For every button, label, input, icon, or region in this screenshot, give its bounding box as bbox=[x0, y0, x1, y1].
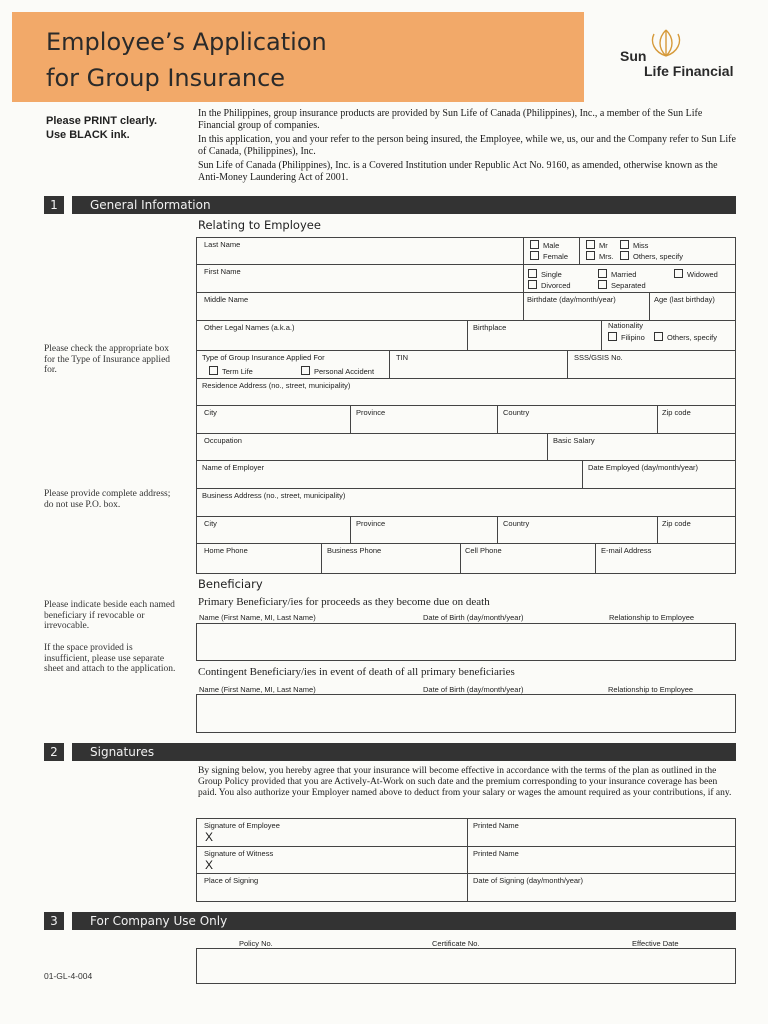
row-business-address bbox=[197, 489, 735, 517]
middle-name-field[interactable] bbox=[197, 293, 523, 320]
intro-paragraph-3: Sun Life of Canada (Philippines), Inc. is a Covered Institution under Republic Act No. 9160, as amended, otherwise known as the Anti-Money Laundering Act of 2001. bbox=[198, 160, 718, 183]
row-insurance-type bbox=[197, 351, 735, 379]
last-name-label: Last Name bbox=[204, 240, 241, 249]
row-place-date bbox=[197, 874, 735, 901]
business-zip-field[interactable] bbox=[657, 517, 737, 543]
intro-text bbox=[198, 108, 738, 186]
employee-subheading: Relating to Employee bbox=[198, 218, 321, 232]
certificate-no-label: Certificate No. bbox=[432, 939, 480, 948]
witness-printed-name-label: Printed Name bbox=[473, 849, 519, 858]
row-phones bbox=[197, 544, 735, 573]
section-1-number: 1 bbox=[44, 196, 64, 214]
address-note: Please provide complete address; do not use P.O. box. bbox=[44, 489, 171, 510]
date-employed-label: Date Employed (day/month/year) bbox=[588, 463, 699, 472]
primary-col-name: Name (First Name, MI, Last Name) bbox=[199, 613, 316, 622]
employee-printed-name-field[interactable] bbox=[467, 819, 737, 846]
date-of-signing-label: Date of Signing (day/month/year) bbox=[473, 876, 584, 885]
first-name-label: First Name bbox=[204, 267, 241, 276]
gender-cell bbox=[523, 238, 579, 264]
residence-zip-field[interactable] bbox=[657, 406, 737, 433]
mrs-checkbox[interactable]: Mrs. bbox=[586, 251, 614, 261]
residence-city-field[interactable] bbox=[197, 406, 350, 433]
employer-name-label: Name of Employer bbox=[202, 463, 265, 472]
business-country-field[interactable] bbox=[497, 517, 657, 543]
miss-checkbox[interactable]: Miss bbox=[620, 240, 648, 250]
title-line-1: Employee’s Application bbox=[46, 28, 327, 56]
row-first-name bbox=[197, 265, 735, 293]
contingent-beneficiary-heading: Contingent Beneficiary/ies in event of death of all primary beneficiaries bbox=[198, 666, 515, 678]
widowed-checkbox[interactable]: Widowed bbox=[674, 269, 718, 279]
term-life-checkbox[interactable]: Term Life bbox=[209, 366, 253, 376]
cell-phone-field[interactable] bbox=[460, 544, 595, 573]
residence-province-field[interactable] bbox=[350, 406, 497, 433]
married-checkbox[interactable]: Married bbox=[598, 269, 636, 279]
tin-field[interactable] bbox=[389, 351, 567, 378]
sss-label: SSS/GSIS No. bbox=[574, 353, 623, 362]
business-address-field[interactable] bbox=[197, 489, 737, 516]
occupation-label: Occupation bbox=[204, 436, 242, 445]
single-checkbox[interactable]: Single bbox=[528, 269, 562, 279]
employee-x-mark: X bbox=[205, 830, 214, 844]
place-of-signing-label: Place of Signing bbox=[204, 876, 259, 885]
male-checkbox[interactable]: Male bbox=[530, 240, 559, 250]
witness-x-mark: X bbox=[205, 858, 214, 872]
form-code: 01-GL-4-004 bbox=[44, 971, 93, 981]
row-employee-signature bbox=[197, 819, 735, 847]
contingent-beneficiary-box[interactable] bbox=[196, 694, 736, 733]
age-label: Age (last birthday) bbox=[654, 295, 715, 304]
place-of-signing-field[interactable] bbox=[197, 874, 467, 901]
business-country-label: Country bbox=[503, 519, 530, 528]
last-name-field[interactable] bbox=[197, 238, 523, 264]
title-banner bbox=[12, 12, 584, 102]
sun-emblem-icon bbox=[646, 26, 686, 60]
employee-signature-field[interactable] bbox=[197, 819, 467, 846]
city-label: City bbox=[204, 408, 217, 417]
residence-country-field[interactable] bbox=[497, 406, 657, 433]
row-occupation bbox=[197, 434, 735, 461]
home-phone-field[interactable] bbox=[197, 544, 321, 573]
other-names-label: Other Legal Names (a.k.a.) bbox=[204, 323, 295, 332]
primary-beneficiary-heading: Primary Beneficiary/ies for proceeds as they become due on death bbox=[198, 596, 490, 608]
basic-salary-label: Basic Salary bbox=[553, 436, 595, 445]
tin-label: TIN bbox=[396, 353, 409, 362]
email-label: E-mail Address bbox=[601, 546, 652, 555]
first-name-field[interactable] bbox=[197, 265, 523, 292]
business-city-field[interactable] bbox=[197, 517, 350, 543]
row-other-names bbox=[197, 321, 735, 351]
province-label: Province bbox=[356, 408, 386, 417]
signature-grid bbox=[196, 818, 736, 902]
employee-signature-label: Signature of Employee bbox=[204, 821, 280, 830]
employee-printed-name-label: Printed Name bbox=[473, 821, 519, 830]
page-title bbox=[46, 24, 327, 96]
date-of-signing-field[interactable] bbox=[467, 874, 737, 901]
country-label: Country bbox=[503, 408, 530, 417]
business-phone-field[interactable] bbox=[321, 544, 460, 573]
section-2-title: Signatures bbox=[72, 743, 736, 761]
insurance-type-note: Please check the appropriate box for the Type of Insurance applied for. bbox=[44, 344, 171, 375]
witness-signature-field[interactable] bbox=[197, 847, 467, 873]
insurance-type-cell bbox=[197, 351, 389, 378]
row-residence bbox=[197, 379, 735, 406]
sun-life-logo bbox=[618, 32, 748, 82]
birthdate-field[interactable] bbox=[523, 293, 649, 320]
email-field[interactable] bbox=[595, 544, 737, 573]
effective-date-label: Effective Date bbox=[632, 939, 679, 948]
personal-accident-checkbox[interactable]: Personal Accident bbox=[301, 366, 374, 376]
nationality-others-checkbox[interactable]: Others, specify bbox=[654, 332, 717, 342]
signature-agreement-text: By signing below, you hereby agree that your insurance will become effective in accordance with the terms of the plan as outlined in the Group Policy provided that you are Actively-At-Work on such date and the premium corresponding to your insurance coverage has been paid. You also authorize your Employer named above to deduct from your salary or wages the amount required as your contributions, if any. bbox=[198, 766, 732, 798]
other-names-field[interactable] bbox=[197, 321, 467, 350]
print-note-line-1: Please PRINT clearly. bbox=[46, 115, 158, 127]
row-business-city bbox=[197, 517, 735, 544]
intro-paragraph-1: In the Philippines, group insurance products are provided by Sun Life of Canada (Philippines), Inc., a member of the Sun Life Financial group of companies. bbox=[198, 108, 703, 131]
primary-beneficiary-box[interactable] bbox=[196, 623, 736, 661]
row-witness-signature bbox=[197, 847, 735, 874]
residence-address-field[interactable] bbox=[197, 379, 737, 405]
business-province-label: Province bbox=[356, 519, 386, 528]
civil-status-cell bbox=[523, 265, 737, 292]
intro-paragraph-2: In this application, you and your refer to the person being insured, the Employee, while we, us, our and the Company refer to Sun Life of Canada, (Philippines), Inc. bbox=[198, 134, 736, 157]
company-use-box[interactable] bbox=[196, 948, 736, 984]
age-field[interactable] bbox=[649, 293, 737, 320]
birthplace-field[interactable] bbox=[467, 321, 601, 350]
filipino-checkbox[interactable]: Filipino bbox=[608, 332, 645, 342]
title-others-checkbox[interactable]: Others, specify bbox=[620, 251, 683, 261]
contingent-col-relationship: Relationship to Employee bbox=[608, 685, 694, 694]
print-instructions bbox=[46, 114, 157, 142]
row-residence-city bbox=[197, 406, 735, 434]
witness-printed-name-field[interactable] bbox=[467, 847, 737, 873]
section-3-number: 3 bbox=[44, 912, 64, 930]
witness-signature-label: Signature of Witness bbox=[204, 849, 274, 858]
birthplace-label: Birthplace bbox=[473, 323, 507, 332]
home-phone-label: Home Phone bbox=[204, 546, 248, 555]
section-3-title: For Company Use Only bbox=[72, 912, 736, 930]
sss-field[interactable] bbox=[567, 351, 737, 378]
contingent-col-name: Name (First Name, MI, Last Name) bbox=[199, 685, 316, 694]
print-note-line-2: Use BLACK ink. bbox=[46, 129, 130, 141]
employee-info-grid bbox=[196, 237, 736, 574]
middle-name-label: Middle Name bbox=[204, 295, 249, 304]
insurance-type-label: Type of Group Insurance Applied For bbox=[202, 353, 325, 362]
residence-address-label: Residence Address (no., street, municipality) bbox=[202, 381, 351, 390]
primary-col-relationship: Relationship to Employee bbox=[609, 613, 695, 622]
date-employed-field[interactable] bbox=[582, 461, 737, 488]
nationality-label: Nationality bbox=[608, 321, 644, 330]
row-employer bbox=[197, 461, 735, 489]
logo-sun-text: Sun bbox=[620, 48, 647, 64]
title-cell bbox=[579, 238, 737, 264]
nationality-cell bbox=[601, 321, 737, 350]
zip-label: Zip code bbox=[662, 408, 691, 417]
cell-phone-label: Cell Phone bbox=[465, 546, 502, 555]
business-zip-label: Zip code bbox=[662, 519, 691, 528]
birthdate-label: Birthdate (day/month/year) bbox=[527, 295, 616, 304]
business-city-label: City bbox=[204, 519, 217, 528]
business-address-label: Business Address (no., street, municipality) bbox=[202, 491, 346, 500]
section-2-number: 2 bbox=[44, 743, 64, 761]
mr-checkbox[interactable]: Mr bbox=[586, 240, 608, 250]
basic-salary-field[interactable] bbox=[547, 434, 737, 460]
beneficiary-space-note: If the space provided is insufficient, please use separate sheet and attach to the application. bbox=[44, 643, 176, 674]
beneficiary-heading: Beneficiary bbox=[198, 577, 263, 591]
policy-no-label: Policy No. bbox=[239, 939, 273, 948]
business-province-field[interactable] bbox=[350, 517, 497, 543]
logo-life-financial-text: Life Financial bbox=[644, 63, 734, 79]
occupation-field[interactable] bbox=[197, 434, 547, 460]
title-line-2: for Group Insurance bbox=[46, 64, 286, 92]
divorced-checkbox[interactable]: Divorced bbox=[528, 280, 571, 290]
employer-name-field[interactable] bbox=[197, 461, 582, 488]
female-checkbox[interactable]: Female bbox=[530, 251, 568, 261]
row-middle-name bbox=[197, 293, 735, 321]
beneficiary-revocable-note: Please indicate beside each named beneficiary if revocable or irrevocable. bbox=[44, 600, 175, 631]
row-last-name bbox=[197, 238, 735, 265]
contingent-col-dob: Date of Birth (day/month/year) bbox=[423, 685, 524, 694]
primary-col-dob: Date of Birth (day/month/year) bbox=[423, 613, 524, 622]
separated-checkbox[interactable]: Separated bbox=[598, 280, 646, 290]
section-1-title: General Information bbox=[72, 196, 736, 214]
business-phone-label: Business Phone bbox=[327, 546, 382, 555]
